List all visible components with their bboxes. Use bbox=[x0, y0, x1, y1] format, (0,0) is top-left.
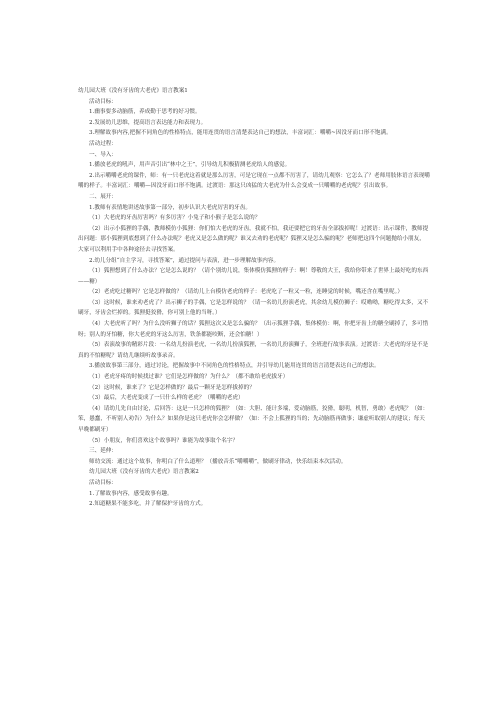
paragraph: 活动目标： bbox=[89, 98, 117, 105]
paragraph: 活动过程： bbox=[89, 140, 117, 147]
paragraph: （1）大老虎的牙齿厉害吗？有多厉害？小兔子和小猴子是怎么说的？ bbox=[89, 215, 261, 222]
paragraph: （2）老虎吃过糖吗？它是怎样做的？（请幼儿上台模仿老虎的样子：老虎吃了一粒又一粒，连睡觉的时候，嘴还含在嘴里呢。） bbox=[89, 289, 404, 296]
paragraph: 二、展开： bbox=[89, 193, 117, 200]
paragraph: 2.发展幼儿思维，提高语言表达能力和表现力。 bbox=[89, 119, 207, 126]
paragraph: 1.幽事要多动脑筋，养成勤于思考的好习惯。 bbox=[89, 109, 201, 116]
paragraph: 2.知道糖果不能多吃，并了解保护牙齿的方式。 bbox=[89, 501, 207, 508]
document-title: 幼儿园大班《没有牙齿的大老虎》语言教案1 bbox=[78, 88, 188, 94]
paragraph: 1.了解故事内容，感受故事有趣。 bbox=[89, 490, 173, 497]
paragraph: 幼儿园大班《没有牙齿的大老虎》语言教案2 bbox=[89, 469, 199, 476]
paragraph: 2.出示嚼嚼老虎的课件，师：有一只老虎这着就是那么厉害，可是它现在一点都不厉害了，请幼儿观察：它怎么了？老师用肢体语言表现嚼嚼的样子。丰富词汇：嚼嚼—因没牙而口形不饱满。过渡语：那这只凶猛的大老虎为什么会变成一只嚼嚼的老虎呢？引出故事。 bbox=[78, 172, 430, 190]
paragraph: 三、延伸： bbox=[89, 448, 117, 455]
paragraph: （4）大老虎听了吗？为什么没听狮子的话？狐狸这次又是怎么骗的？（出示狐狸手偶，集体模仿：啊，你把牙齿上的糖全刷掉了，多可惜呀；别人的牙怕糖，你大老虎的牙这么厉害，铁条都能咬断，还会怕糖！） bbox=[78, 321, 429, 338]
paragraph: 1.播放老虎的吼声，用声音引出“林中之王”，引导幼儿积极猜测老虎给人的感觉。 bbox=[89, 162, 291, 169]
paragraph: 活动目标： bbox=[89, 479, 117, 486]
paragraph: （3）最后，大老虎变成了一只什么样的老虎？（嚼嚼的老虎） bbox=[89, 395, 244, 402]
paragraph: （4）请幼儿先自由讨论，后回答：这是一只怎样的狐狸？（如：大胆、能计多端，爱动脑筋，狡猾，聪明，机智，勇敢）老虎呢？（如：笨，愚蠢，不听别人劝告）为什么？如果你是这只老虎你会怎样做？（如：不会上狐狸的当的；先动脑筋再做事；谦虚听取别人的建议；每天早晚都刷牙） bbox=[78, 405, 429, 433]
paragraph: （2）出示小狐狸的手偶，教师模仿小狐狸：你们怕大老虎的牙齿，我就不怕，我还要把它的牙齿全部拔掉呢！过渡语：出示课件，教师提出问题：那小狐狸到底想到了什么办法呢？老虎又是怎么做的呢？谁又去劝的老虎呢？狐狸又是怎么骗的呢？老师把这四个问题抛给小朋友，大家可以利用手中各种途径去寻找答案。 bbox=[78, 225, 429, 253]
paragraph: （2）这时候，谁来了？它是怎样做的？最后一颗牙是怎样拔掉的？ bbox=[89, 384, 255, 391]
paragraph: 3.理解故事内容,把握不同角色的性格特点，能用连贯的语言清楚表达自己的想法，丰富词汇：嚼嚼~因没牙而口形不饱满。 bbox=[89, 130, 392, 137]
paragraph: （1）狐狸想到了什么办法？它是怎么说的？（请个别幼儿说，集体模仿狐狸的样子：啊！尊敬的大王，我给你带来了世界上最好吃的东西——糖） bbox=[78, 268, 429, 285]
paragraph: 一、导入： bbox=[89, 151, 117, 158]
paragraph: （3）这时候，谁来劝老虎了？出示狮子的手偶，它是怎样说的？（请一名幼儿扮演老虎，其余幼儿模仿狮子：哎呦呦，糖吃得太多，又不刷牙，牙齿会烂掉的。狐狸挺狡猾，你可别上他的当呀。） bbox=[78, 299, 429, 317]
paragraph: （5）表演故事的精彩片段：一名幼儿扮演老虎，一名幼儿扮演狐狸，一名幼儿扮演狮子，全班进行故事表演。过渡语：大老虎的牙是不是真的不怕糖呢？请幼儿继续听故事录音。 bbox=[78, 342, 429, 359]
document-body bbox=[78, 86, 430, 510]
paragraph: 3.播放故事第三部分，通过讨论，把握故事中不同角色的性格特点，并引导幼儿能用连贯的语言清楚表达自己的想法。 bbox=[89, 363, 380, 370]
paragraph: （1）老虎牙疼的时候找过谁？它们是怎样做的？为什么？（都不敢给老虎拔牙） bbox=[89, 374, 289, 381]
paragraph: 师幼交流：通过这个故事，你明白了什么道理？（播放音乐“嚼嚼嚼”，做刷牙律动，快乐结束本次活动。 bbox=[89, 458, 347, 465]
paragraph: （5）小朋友，你们喜欢这个故事吗？谁能为故事取个名字？ bbox=[89, 437, 238, 444]
paragraph: 2.幼儿分组“自主学习，寻找答案”，通过提问与表演，进一步理解故事内容。 bbox=[89, 257, 280, 264]
paragraph: 1.教师有表情地讲述故事第一部分，初步认识大老虎厉害的牙齿。 bbox=[89, 204, 251, 211]
